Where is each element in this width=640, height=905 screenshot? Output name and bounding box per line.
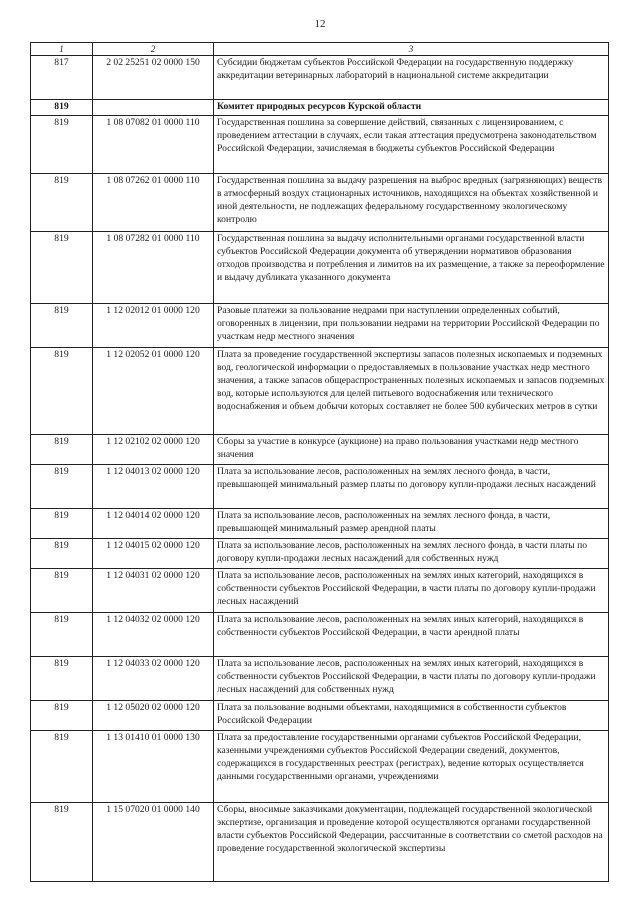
admin-code-cell: 819 bbox=[31, 509, 93, 539]
table-row bbox=[31, 116, 609, 174]
revenue-name-cell: Разовые платежи за пользование недрами при наступлении определенных событий, оговоренных в лицензии, при пользовании недрами на территории Российской Федерации по участкам недр местного значения bbox=[214, 304, 609, 348]
kbk-code-cell bbox=[93, 100, 214, 116]
table-row bbox=[31, 657, 609, 701]
table-row bbox=[31, 56, 609, 100]
table-row bbox=[31, 613, 609, 657]
kbk-code-cell: 1 08 07282 01 0000 110 bbox=[93, 232, 214, 304]
table-row bbox=[31, 539, 609, 569]
revenue-name-cell: Плата за использование лесов, расположенных на землях иных категорий, находящихся в собственности субъектов Российской Федерации, в части платы по договору купли-продажи лесных насаждений bbox=[214, 569, 609, 613]
kbk-code-cell: 1 12 02102 02 0000 120 bbox=[93, 435, 214, 465]
table-row bbox=[31, 232, 609, 304]
section-row bbox=[31, 100, 609, 116]
kbk-code-cell: 1 12 02012 01 0000 120 bbox=[93, 304, 214, 348]
admin-code-cell: 819 bbox=[31, 803, 93, 882]
admin-code-cell: 819 bbox=[31, 304, 93, 348]
kbk-code-cell: 1 12 04033 02 0000 120 bbox=[93, 657, 214, 701]
table-row bbox=[31, 304, 609, 348]
table-row bbox=[31, 701, 609, 731]
revenue-name-cell: Государственная пошлина за совершение действий, связанных с лицензированием, с проведением аттестации в случаях, если такая аттестация предусмотрена законодательством Российской Федерации, зачисляемая в бюджеты субъектов Российской Федерации bbox=[214, 116, 609, 174]
revenue-name-cell: Плата за использование лесов, расположенных на землях лесного фонда, в части, превышающей минимальный размер платы по договору купли-продажи лесных насаждений bbox=[214, 465, 609, 509]
revenue-name-cell: Плата за проведение государственной экспертизы запасов полезных ископаемых и подземных вод, геологической информации о предоставляемых в пользование участках недр местного значения, а также запасов общераспространенных полезных ископаемых и запасов подземных вод, которые используются для целей питьевого водоснабжения или технического водоснабжения и объем добычи которых составляет не более 500 кубических метров в сутки bbox=[214, 348, 609, 435]
revenue-codes-table bbox=[30, 42, 609, 882]
admin-code-cell: 817 bbox=[31, 56, 93, 100]
kbk-code-cell: 1 12 04014 02 0000 120 bbox=[93, 509, 214, 539]
kbk-code-cell: 1 12 04031 02 0000 120 bbox=[93, 569, 214, 613]
kbk-code-cell: 1 13 01410 01 0000 130 bbox=[93, 731, 214, 803]
admin-code-cell: 819 bbox=[31, 657, 93, 701]
kbk-code-cell: 1 12 04013 02 0000 120 bbox=[93, 465, 214, 509]
admin-code-cell: 819 bbox=[31, 701, 93, 731]
table-row bbox=[31, 348, 609, 435]
revenue-name-cell: Сборы, вносимые заказчиками документации, подлежащей государственной экологической экспертизе, организация и проведение которой осуществляются органами государственной власти субъектов Российской Федерации, рассчитанные в соответствии со сметой расходов на проведение государственной экологической экспертизы bbox=[214, 803, 609, 882]
revenue-name-cell: Государственная пошлина за выдачу исполнительными органами государственной власти субъектов Российской Федерации документа об утверждении нормативов образования отходов производства и потребления и лимитов на их размещение, а также за переоформление и выдачу дубликата указанного документа bbox=[214, 232, 609, 304]
header-col-3: 3 bbox=[214, 43, 609, 56]
admin-code-cell: 819 bbox=[31, 100, 93, 116]
revenue-name-cell: Плата за использование лесов, расположенных на землях иных категорий, находящихся в собственности субъектов Российской Федерации, в части арендной платы bbox=[214, 613, 609, 657]
kbk-code-cell: 1 08 07262 01 0000 110 bbox=[93, 174, 214, 232]
admin-code-cell: 819 bbox=[31, 232, 93, 304]
revenue-name-cell: Плата за использование лесов, расположенных на землях лесного фонда, в части, превышающей минимальный размер арендной платы bbox=[214, 509, 609, 539]
table-header-row bbox=[31, 43, 609, 56]
kbk-code-cell: 2 02 25251 02 0000 150 bbox=[93, 56, 214, 100]
admin-code-cell: 819 bbox=[31, 116, 93, 174]
admin-code-cell: 819 bbox=[31, 174, 93, 232]
admin-code-cell: 819 bbox=[31, 613, 93, 657]
revenue-name-cell: Комитет природных ресурсов Курской области bbox=[214, 100, 609, 116]
kbk-code-cell: 1 08 07082 01 0000 110 bbox=[93, 116, 214, 174]
admin-code-cell: 819 bbox=[31, 539, 93, 569]
table-row bbox=[31, 435, 609, 465]
revenue-name-cell: Плата за использование лесов, расположенных на землях иных категорий, находящихся в собственности субъектов Российской Федерации, в части платы по договору купли-продажи лесных насаждений для собственных нужд bbox=[214, 657, 609, 701]
kbk-code-cell: 1 15 07020 01 0000 140 bbox=[93, 803, 214, 882]
admin-code-cell: 819 bbox=[31, 569, 93, 613]
admin-code-cell: 819 bbox=[31, 435, 93, 465]
revenue-name-cell: Плата за предоставление государственными органами субъектов Российской Федерации, казенными учреждениями субъектов Российской Федерации сведений, документов, содержащихся в государственных реестрах (регистрах), ведение которых осуществляется данными государственными органами, учреждениями bbox=[214, 731, 609, 803]
revenue-name-cell: Плата за использование лесов, расположенных на землях лесного фонда, в части платы по договору купли-продажи лесных насаждений для собственных нужд bbox=[214, 539, 609, 569]
kbk-code-cell: 1 12 04032 02 0000 120 bbox=[93, 613, 214, 657]
table-row bbox=[31, 569, 609, 613]
table-row bbox=[31, 509, 609, 539]
table-row bbox=[31, 465, 609, 509]
revenue-name-cell: Сборы за участие в конкурсе (аукционе) на право пользования участками недр местного значения bbox=[214, 435, 609, 465]
kbk-code-cell: 1 12 02052 01 0000 120 bbox=[93, 348, 214, 435]
admin-code-cell: 819 bbox=[31, 731, 93, 803]
admin-code-cell: 819 bbox=[31, 465, 93, 509]
revenue-name-cell: Субсидии бюджетам субъектов Российской Федерации на государственную поддержку аккредитации ветеринарных лабораторий в национальной системе аккредитации bbox=[214, 56, 609, 100]
kbk-code-cell: 1 12 04015 02 0000 120 bbox=[93, 539, 214, 569]
table-row bbox=[31, 803, 609, 882]
revenue-name-cell: Плата за пользование водными объектами, находящимися в собственности субъектов Российской Федерации bbox=[214, 701, 609, 731]
table-row bbox=[31, 174, 609, 232]
table-row bbox=[31, 731, 609, 803]
kbk-code-cell: 1 12 05020 02 0000 120 bbox=[93, 701, 214, 731]
admin-code-cell: 819 bbox=[31, 348, 93, 435]
header-col-2: 2 bbox=[93, 43, 214, 56]
page-number: 12 bbox=[314, 18, 326, 30]
header-col-1: 1 bbox=[31, 43, 93, 56]
revenue-name-cell: Государственная пошлина за выдачу разрешения на выброс вредных (загрязняющих) веществ в атмосферный воздух стационарных источников, находящихся на объектах хозяйственной и иной деятельности, не подлежащих федеральному государственному экологическому контролю bbox=[214, 174, 609, 232]
